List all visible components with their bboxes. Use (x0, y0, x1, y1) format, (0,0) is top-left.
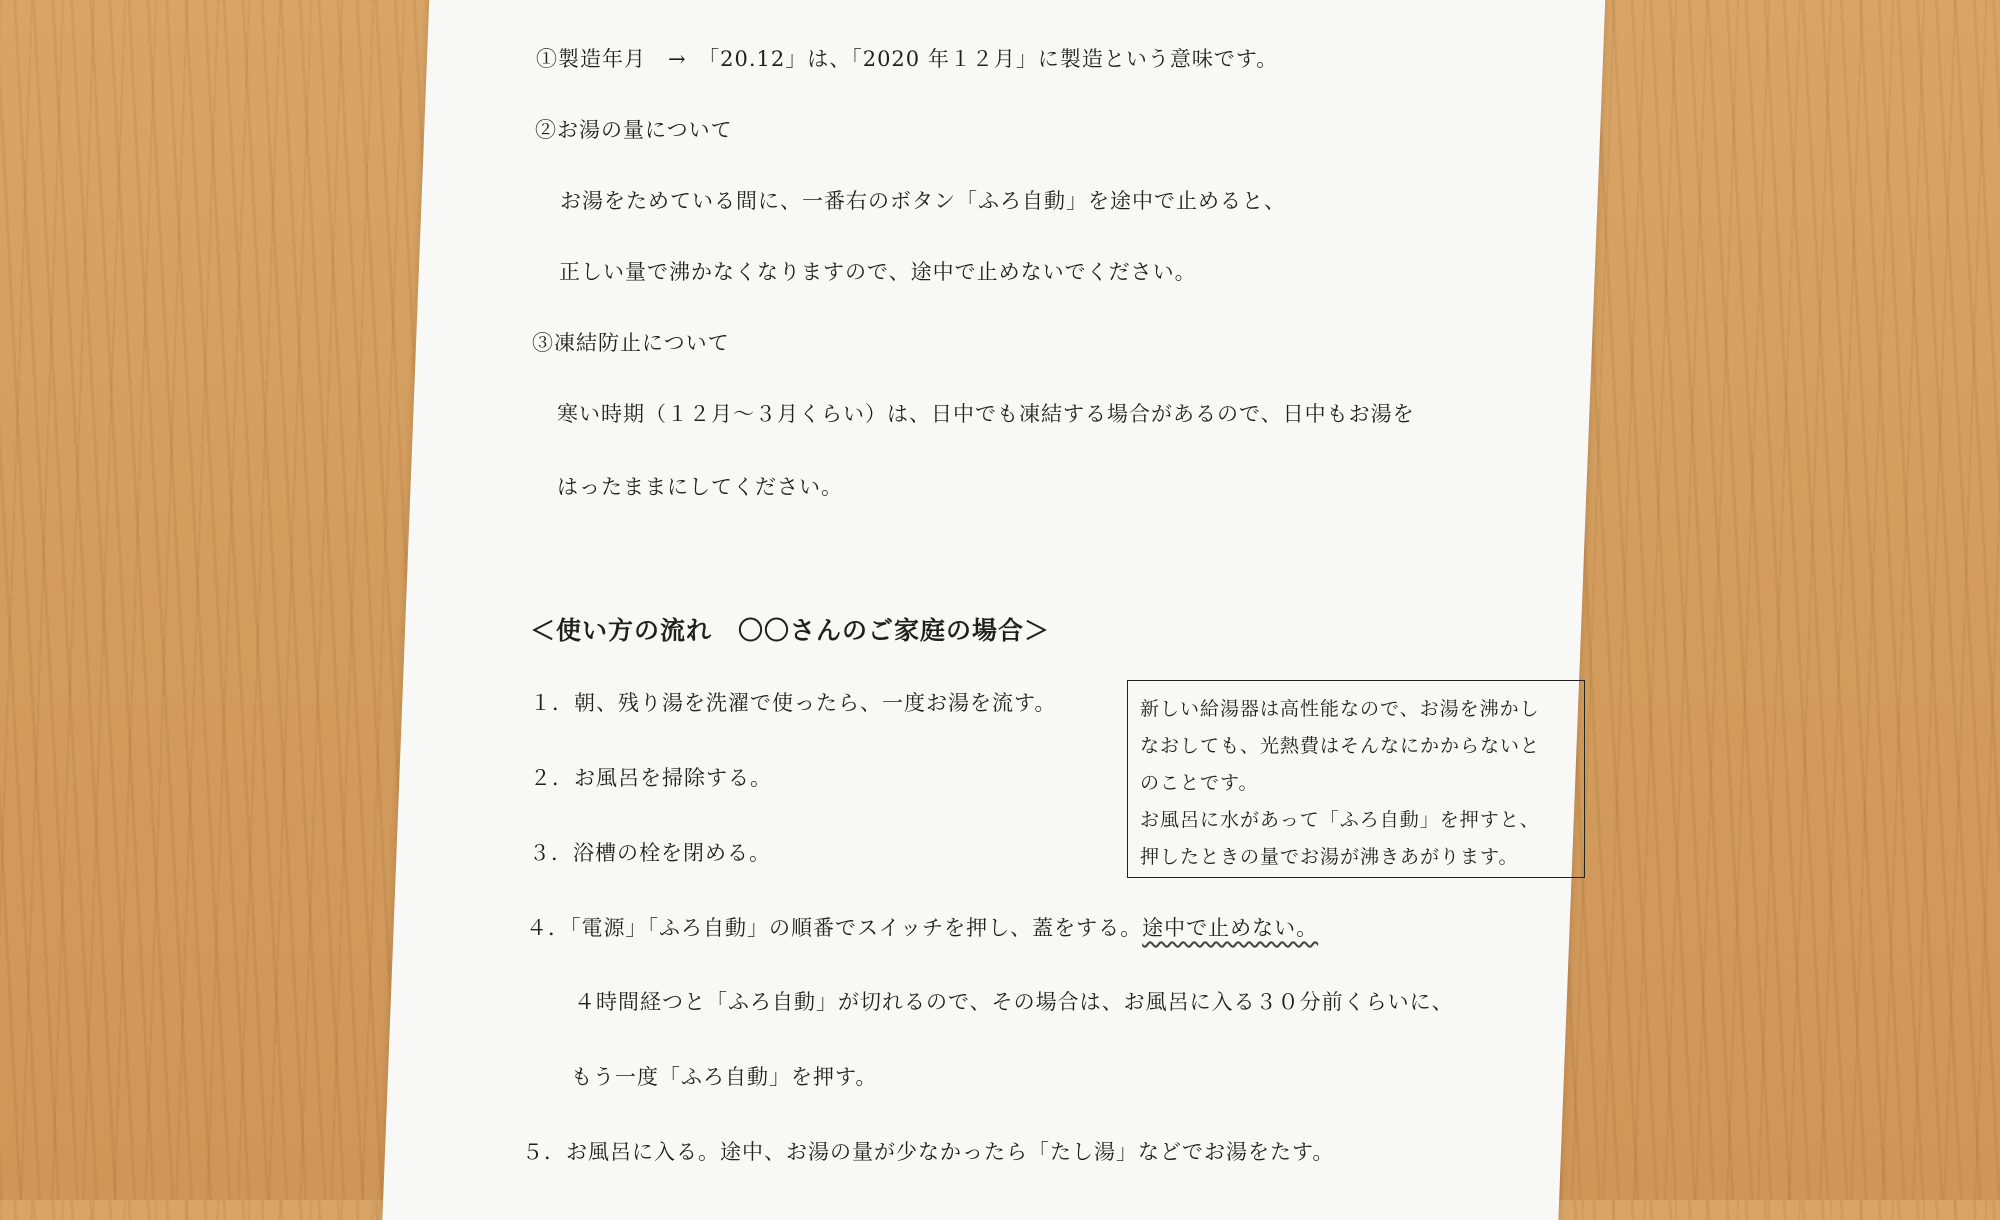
hot-water-amount-text-2: 正しい量で沸かなくなりますので、途中で止めないでください。 (559, 260, 1197, 284)
step-4-detail-2: もう一度「ふろ自動」を押す。 (571, 1065, 878, 1089)
note-line-1: 新しい給湯器は高性能なので、お湯を沸かし (1140, 698, 1540, 720)
note-line-5: 押したときの量でお湯が沸きあがります。 (1140, 846, 1519, 868)
step-2: ２．お風呂を掃除する。 (530, 766, 772, 790)
step-4-emphasis: 途中で止めない。 (1142, 916, 1319, 940)
step-4 (526, 912, 1318, 942)
usage-flow-heading: ＜使い方の流れ 〇〇さんのご家庭の場合＞ (530, 616, 1051, 645)
freeze-prevention-text-2: はったままにしてください。 (557, 475, 843, 499)
hot-water-amount-text-1: お湯をためている間に、一番右のボタン「ふろ自動」を途中で止めると、 (560, 189, 1286, 213)
step-4-detail-1: ４時間経つと「ふろ自動」が切れるので、その場合は、お風呂に入る３０分前くらいに、 (574, 990, 1454, 1014)
note-line-3: のことです。 (1140, 772, 1259, 794)
hot-water-amount-heading: ②お湯の量について (535, 118, 733, 142)
step-3: ３．浴槽の栓を閉める。 (529, 841, 771, 865)
note-line-2: なおしても、光熱費はそんなにかからないと (1140, 735, 1541, 757)
step-5: ５．お風呂に入る。途中、お湯の量が少なかったら「たし湯」などでお湯をたす。 (522, 1140, 1335, 1164)
note-box (1127, 680, 1585, 878)
freeze-prevention-heading: ③凍結防止について (532, 331, 730, 355)
note-line-4: お風呂に水があって「ふろ自動」を押すと、 (1140, 809, 1540, 831)
freeze-prevention-text-1: 寒い時期（１２月～３月くらい）は、日中でも凍結する場合があるので、日中もお湯を (557, 402, 1415, 426)
step-4-text: ４．「電源」「ふろ自動」の順番でスイッチを押し、蓋をする。 (526, 916, 1143, 940)
manufacture-date-line: ①製造年月 → 「20.12」は、「2020 年１２月」に製造という意味です。 (536, 47, 1279, 71)
step-1: １．朝、残り湯を洗濯で使ったら、一度お湯を流す。 (530, 691, 1057, 715)
